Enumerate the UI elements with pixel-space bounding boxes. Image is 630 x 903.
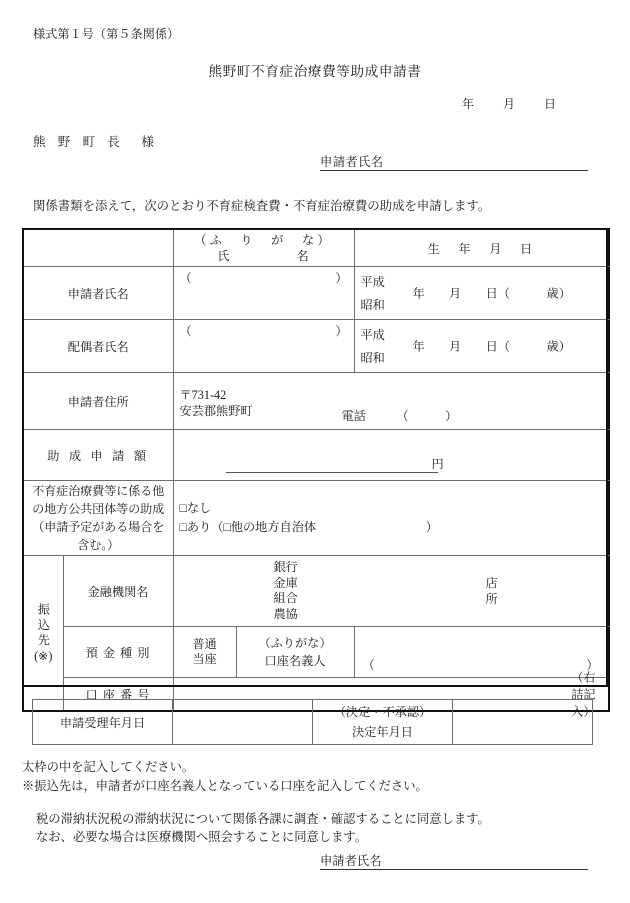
row-bank-name	[23, 556, 609, 627]
spouse-name-label: 配偶者氏名	[23, 320, 173, 373]
applicant-name-rule-top[interactable]	[320, 170, 588, 171]
bank-name-input-cell[interactable]	[173, 556, 609, 627]
subsidy-amount-label	[23, 430, 173, 481]
paren-left: （	[179, 271, 192, 285]
addressee: 熊 野 町 長 様	[33, 135, 159, 149]
bank-name-label: 金融機関名	[63, 556, 173, 627]
other-subsidy-label-line2: の地方公共団体等の助成	[32, 502, 165, 516]
applicant-address-label: 申請者住所	[23, 373, 173, 430]
transfer-vertical-label-cell	[23, 556, 63, 712]
consent-text-2: なお、必要な場合は医療機関へ照会することに同意します。	[36, 830, 368, 844]
deposit-type-label	[63, 627, 173, 678]
table-header-row	[23, 229, 609, 267]
bank-type-stack[interactable]	[274, 560, 298, 622]
holder-furigana-label: （ふりがな）	[258, 636, 332, 650]
header-birthdate-cell	[354, 229, 609, 267]
decision-label-cell	[313, 700, 453, 745]
accept-date-label: 申請受理年月日	[33, 700, 173, 745]
row-deposit-type	[23, 627, 609, 678]
deposit-type-options[interactable]	[173, 627, 236, 678]
note-bold-frame: 太枠の中を記入してください。	[22, 760, 195, 774]
birthdate-header: 生 年 月 日	[427, 241, 536, 256]
row-other-subsidy	[23, 481, 609, 556]
transfer-vertical-label: 振込先	[36, 603, 51, 649]
date-entry-line[interactable]: 年 月 日	[462, 97, 570, 111]
applicant-address-input-cell[interactable]	[173, 373, 609, 430]
amount-unit-yen: 円	[431, 457, 444, 471]
applicant-birthdate-cell[interactable]	[354, 267, 609, 320]
era-heisei[interactable]: 平成	[360, 275, 385, 289]
form-number: 様式第１号（第５条関係）	[33, 27, 180, 41]
other-subsidy-options-cell[interactable]	[173, 481, 609, 556]
header-blank-cell	[23, 229, 173, 267]
bank-type-1[interactable]: 金庫	[273, 575, 298, 590]
furigana-header: （ふ り が な）	[194, 233, 333, 247]
bank-type-2[interactable]: 組合	[273, 591, 298, 605]
other-subsidy-label-line1: 不育症治療費等に係る他	[32, 484, 165, 498]
branch-word-stack[interactable]	[486, 576, 498, 607]
holder-paren-left: （	[362, 658, 375, 672]
checkbox-option-none[interactable]: □なし	[179, 501, 212, 515]
deposit-type-label-text: 預 金 種 別	[85, 645, 151, 660]
applicant-name-label-top: 申請者氏名	[320, 155, 384, 169]
note-transfer-account: ※振込先は，申請者が口座名義人となっている口座を記入してください。	[22, 779, 428, 793]
bank-type-0[interactable]: 銀行	[273, 560, 298, 574]
applicant-name-label-bottom: 申請者氏名	[320, 854, 382, 868]
header-name-cell	[173, 229, 354, 267]
document-title: 熊野町不育症治療費等助成申請書	[208, 64, 422, 79]
applicant-name-rule-bottom[interactable]	[320, 869, 588, 870]
postal-code[interactable]: 〒731-42	[179, 388, 227, 402]
era-heisei[interactable]: 平成	[360, 328, 385, 342]
row-subsidy-amount	[23, 430, 609, 481]
spouse-birthdate-cell[interactable]	[354, 320, 609, 373]
holder-name-label-cell	[236, 627, 354, 678]
deposit-type-toza[interactable]: 当座	[192, 652, 217, 666]
paren-left: （	[179, 324, 192, 338]
name-header: 氏 名	[217, 249, 310, 263]
other-subsidy-label-line3: （申請予定がある場合を	[32, 520, 165, 534]
holder-label: 口座名義人	[264, 654, 326, 668]
address-line[interactable]: 安芸郡熊野町	[179, 404, 253, 418]
intro-text: 関係書類を添えて，次のとおり不育症検査費・不育症治療費の助成を申請します。	[33, 199, 491, 213]
telephone-field[interactable]: 電話 （ ）	[341, 409, 458, 423]
birthdate-fields[interactable]: 年 月 日（ 歳）	[412, 339, 571, 354]
decision-label-line2: 決定年月日	[352, 725, 413, 739]
checkbox-option-yes[interactable]: □あり（□他の地方自治体 ）	[179, 520, 438, 534]
spouse-name-input-cell[interactable]	[173, 320, 354, 373]
bank-type-3[interactable]: 農協	[273, 606, 298, 621]
row-applicant-name	[23, 267, 609, 320]
receipt-table	[32, 699, 593, 745]
decision-value[interactable]	[453, 700, 593, 745]
application-table	[22, 228, 610, 719]
subsidy-amount-input-cell[interactable]	[173, 430, 609, 481]
row-spouse-name	[23, 320, 609, 373]
branch-word-1[interactable]: 所	[485, 591, 498, 606]
birthdate-fields[interactable]: 年 月 日（ 歳）	[412, 286, 571, 301]
era-showa[interactable]: 昭和	[360, 351, 385, 365]
amount-rule	[226, 472, 438, 473]
account-number-note: （右詰記入）	[571, 670, 596, 719]
applicant-name-input-cell[interactable]	[173, 267, 354, 320]
account-number-label-text: 口 座 番 号	[85, 687, 151, 702]
holder-paren-right: ）	[586, 658, 599, 672]
deposit-type-futsu[interactable]: 普通	[192, 637, 217, 651]
branch-word-0[interactable]: 店	[485, 576, 498, 590]
transfer-mark: (※)	[34, 648, 53, 663]
other-subsidy-label	[23, 481, 173, 556]
receipt-row	[33, 700, 593, 745]
decision-label-line1: （決定・不承認）	[333, 705, 432, 719]
row-applicant-address	[23, 373, 609, 430]
era-showa[interactable]: 昭和	[360, 298, 385, 312]
applicant-name-label: 申請者氏名	[23, 267, 173, 320]
consent-text-1: 税の滞納状況税の滞納状況について関係各課に調査・確認することに同意します。	[36, 812, 490, 826]
paren-right: ）	[335, 271, 348, 285]
other-subsidy-label-line4: 含む。）	[77, 538, 120, 552]
subsidy-amount-label-text: 助 成 申 請 額	[47, 448, 150, 463]
accept-date-value[interactable]	[173, 700, 313, 745]
paren-right: ）	[335, 324, 348, 338]
